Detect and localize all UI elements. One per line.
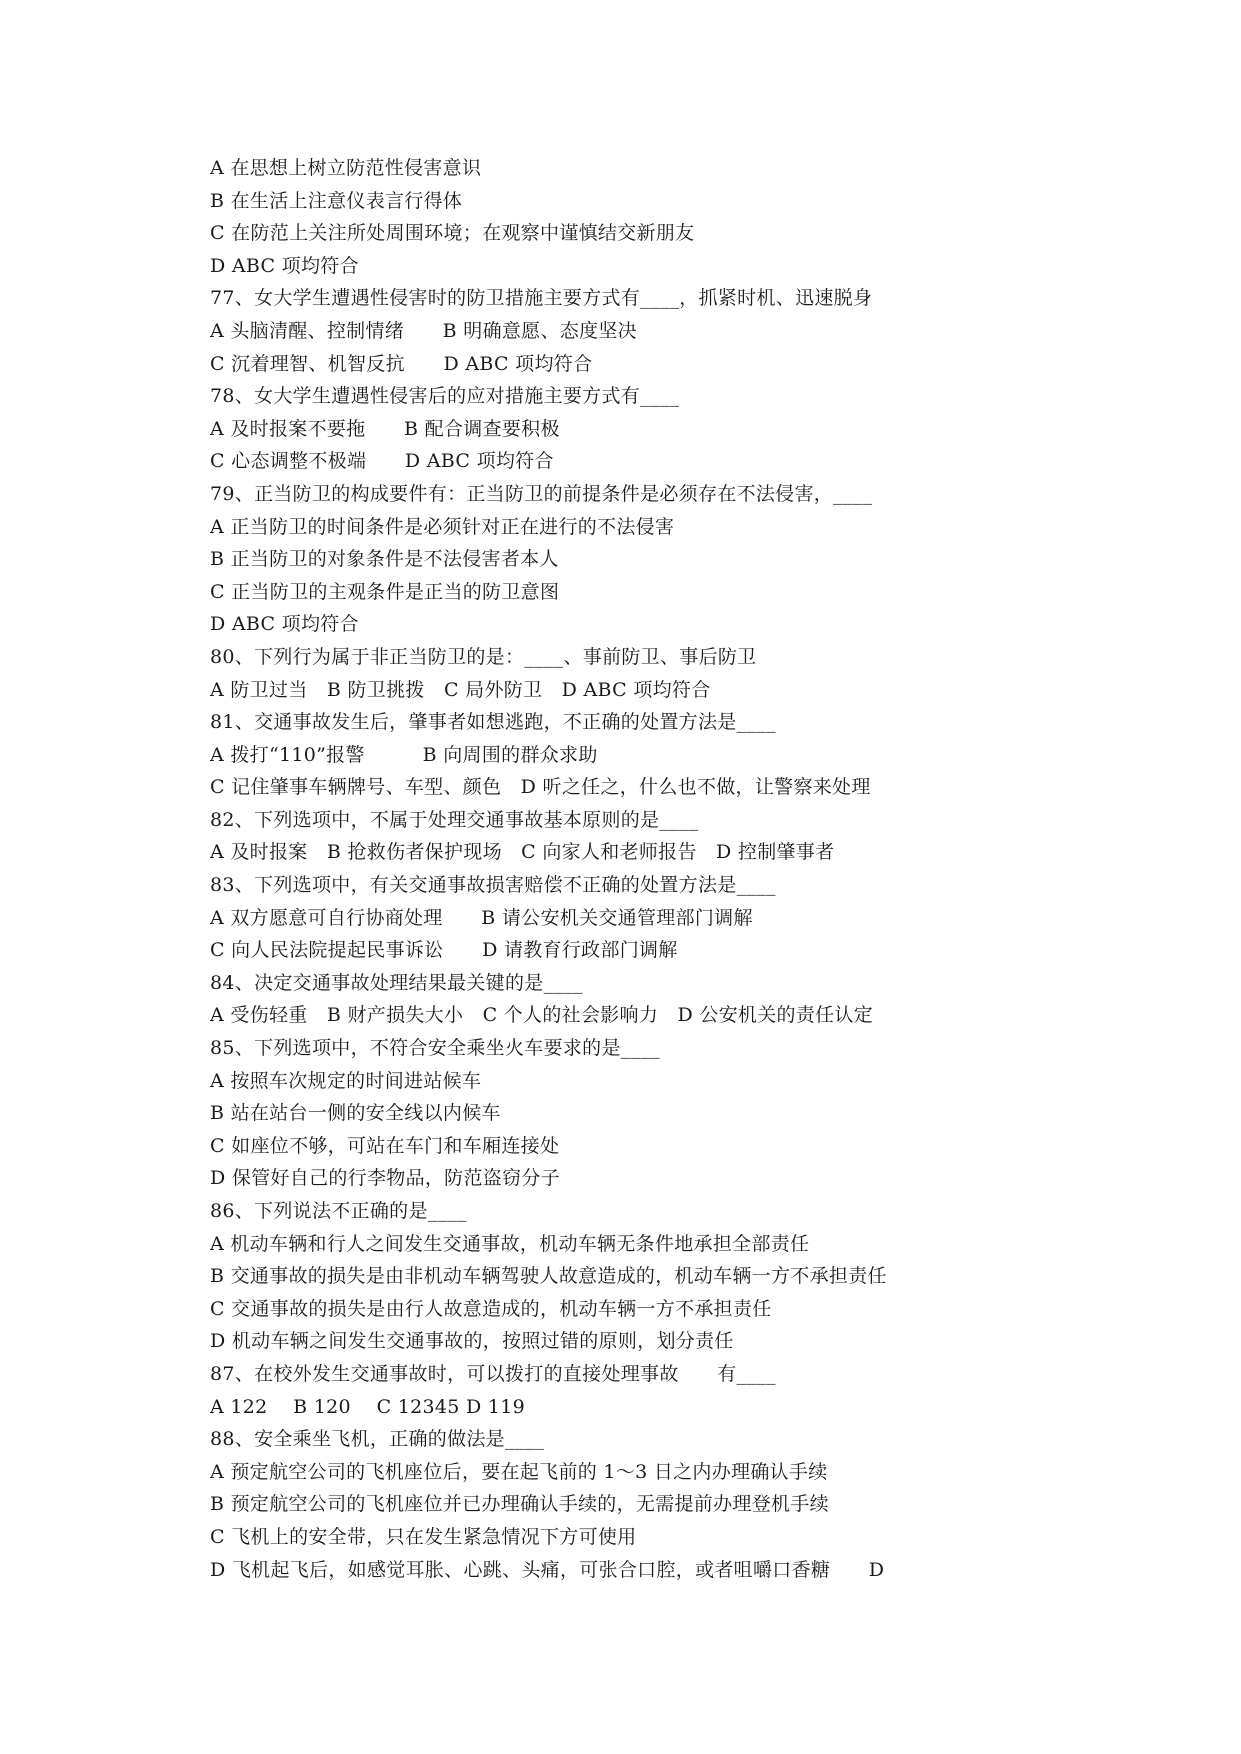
text-line: C 正当防卫的主观条件是正当的防卫意图 xyxy=(210,580,560,603)
text-line: C 交通事故的损失是由行人故意造成的，机动车辆一方不承担责任 xyxy=(210,1297,772,1320)
text-line: 83、下列选项中，有关交通事故损害赔偿不正确的处置方法是____ xyxy=(210,874,776,897)
text-line: 82、下列选项中，不属于处理交通事故基本原则的是____ xyxy=(210,808,699,831)
text-line: C 飞机上的安全带，只在发生紧急情况下方可使用 xyxy=(210,1525,637,1548)
text-line: A 正当防卫的时间条件是必须针对正在进行的不法侵害 xyxy=(210,515,675,538)
text-line: B 在生活上注意仪表言行得体 xyxy=(210,189,463,212)
text-line: B 交通事故的损失是由非机动车辆驾驶人故意造成的，机动车辆一方不承担责任 xyxy=(210,1265,887,1288)
text-line: 85、下列选项中，不符合安全乘坐火车要求的是____ xyxy=(210,1037,660,1060)
text-line: C 沉着理智、机智反抗 D ABC 项均符合 xyxy=(210,352,593,375)
text-line: D ABC 项均符合 xyxy=(210,254,359,277)
text-line: A 及时报案 B 抢救伤者保护现场 C 向家人和老师报告 D 控制肇事者 xyxy=(210,841,835,864)
text-line: A 拨打“110”报警 B 向周围的群众求助 xyxy=(210,743,598,766)
text-line: A 按照车次规定的时间进站候车 xyxy=(210,1069,482,1092)
text-line: B 站在站台一侧的安全线以内候车 xyxy=(210,1102,501,1125)
text-line: A 在思想上树立防范性侵害意识 xyxy=(210,157,482,179)
text-line: A 机动车辆和行人之间发生交通事故，机动车辆无条件地承担全部责任 xyxy=(210,1232,810,1255)
text-line: 86、下列说法不正确的是____ xyxy=(210,1200,467,1222)
text-line: D 机动车辆之间发生交通事故的，按照过错的原则，划分责任 xyxy=(210,1330,734,1353)
text-line: C 心态调整不极端 D ABC 项均符合 xyxy=(210,450,554,473)
text-line: 81、交通事故发生后，肇事者如想逃跑，不正确的处置方法是____ xyxy=(210,711,776,734)
text-line: A 及时报案不要拖 B 配合调查要积极 xyxy=(210,417,560,440)
text-line: 88、安全乘坐飞机，正确的做法是____ xyxy=(210,1428,545,1451)
text-line: 84、决定交通事故处理结果最关键的是____ xyxy=(210,971,583,994)
text-line: A 预定航空公司的飞机座位后，要在起飞前的 1～3 日之内办理确认手续 xyxy=(210,1460,828,1483)
text-line: C 记住肇事车辆牌号、车型、颜色 D 听之任之，什么也不做，让警察来处理 xyxy=(210,776,871,799)
text-line: C 向人民法院提起民事诉讼 D 请教育行政部门调解 xyxy=(210,939,678,962)
text-line: C 如座位不够，可站在车门和车厢连接处 xyxy=(210,1134,560,1157)
text-line: A 双方愿意可自行协商处理 B 请公安机关交通管理部门调解 xyxy=(210,906,753,929)
text-line: D 保管好自己的行李物品，防范盗窃分子 xyxy=(210,1167,560,1190)
text-line: B 预定航空公司的飞机座位并已办理确认手续的，无需提前办理登机手续 xyxy=(210,1493,829,1516)
text-line: 79、正当防卫的构成要件有：正当防卫的前提条件是必须存在不法侵害，____ xyxy=(210,482,873,505)
text-line: C 在防范上关注所处周围环境；在观察中谨慎结交新朋友 xyxy=(210,222,695,245)
text-line: D 飞机起飞后，如感觉耳胀、心跳、头痛，可张合口腔，或者咀嚼口香糖 D xyxy=(210,1558,885,1581)
text-line: A 受伤轻重 B 财产损失大小 C 个人的社会影响力 D 公安机关的责任认定 xyxy=(210,1004,874,1027)
text-line: 77、女大学生遭遇性侵害时的防卫措施主要方式有____，抓紧时机、迅速脱身 xyxy=(210,287,873,310)
text-line: D ABC 项均符合 xyxy=(210,613,359,636)
question-text-block xyxy=(210,152,1210,1586)
text-line: 87、在校外发生交通事故时，可以拨打的直接处理事故 有____ xyxy=(210,1362,776,1385)
text-line: A 122 B 120 C 12345 D 119 xyxy=(210,1395,526,1418)
text-line: A 头脑清醒、控制情绪 B 明确意愿、态度坚决 xyxy=(210,319,637,342)
text-line: B 正当防卫的对象条件是不法侵害者本人 xyxy=(210,548,559,571)
text-line: 78、女大学生遭遇性侵害后的应对措施主要方式有____ xyxy=(210,385,680,408)
text-line: 80、下列行为属于非正当防卫的是：____、事前防卫、事后防卫 xyxy=(210,645,757,668)
text-line: A 防卫过当 B 防卫挑拨 C 局外防卫 D ABC 项均符合 xyxy=(210,678,711,701)
